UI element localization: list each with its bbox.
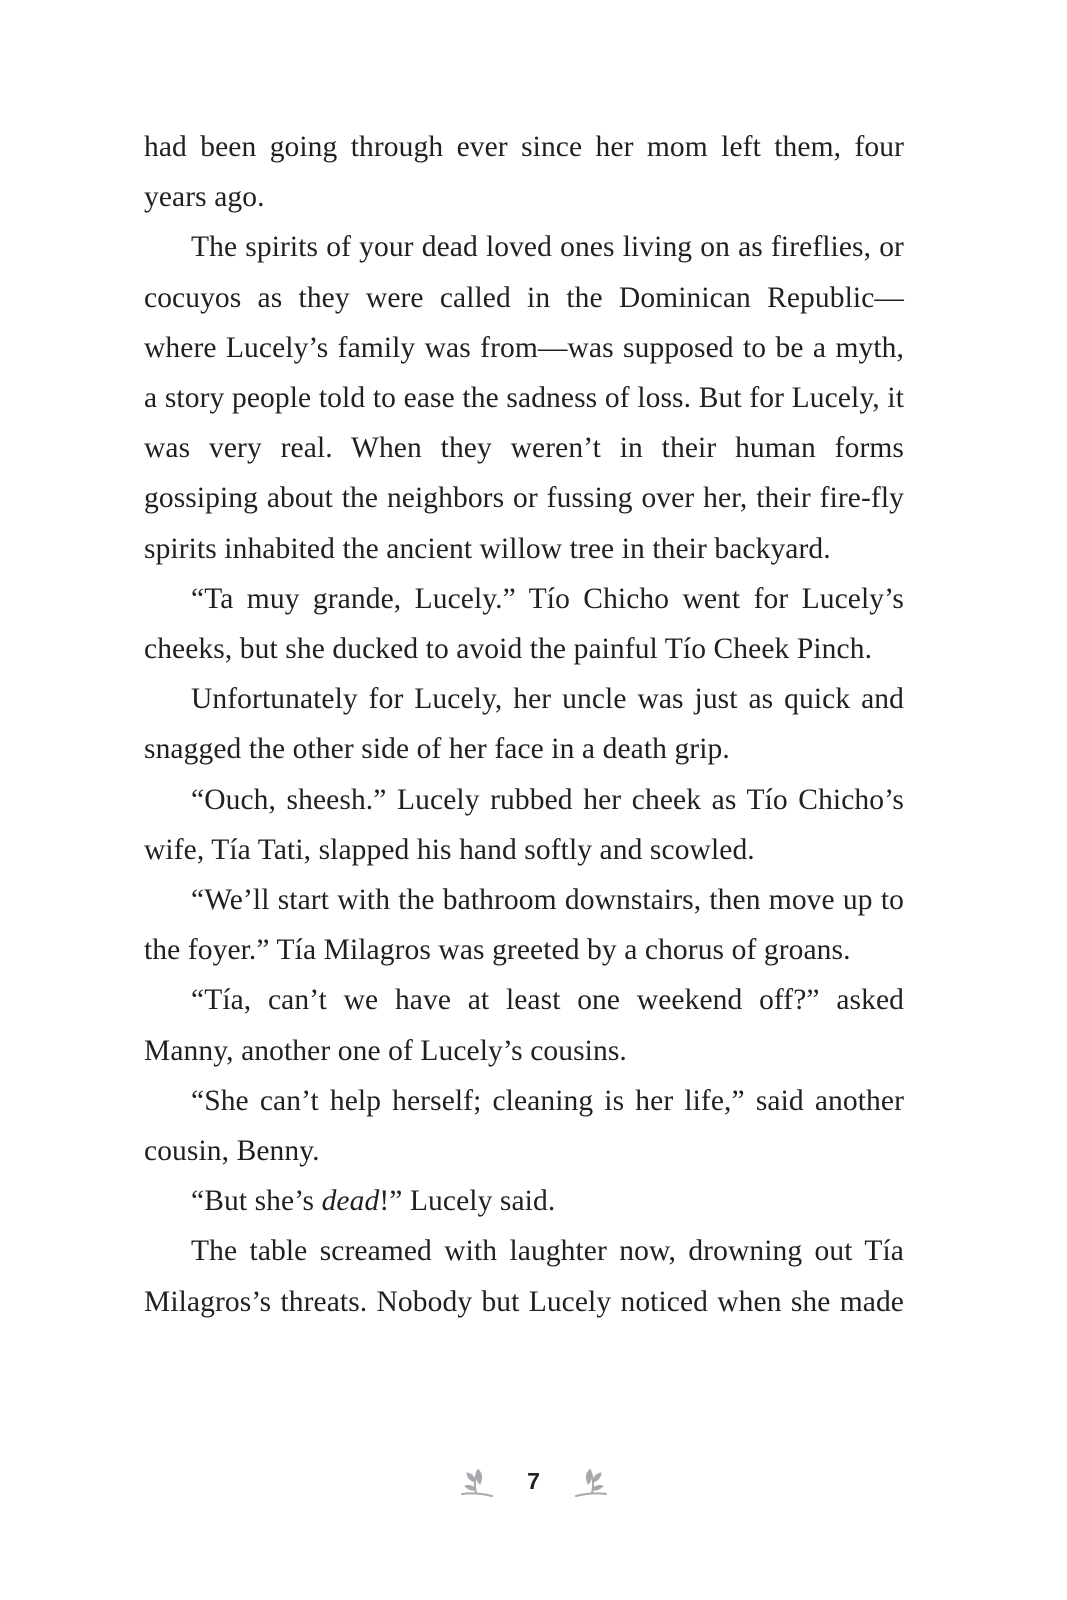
paragraph — [144, 1176, 904, 1226]
emphasized-word: dead — [321, 1185, 380, 1218]
paragraph: “We’ll start with the bathroom downstairs, then move up to the foyer.” Tía Milagros was greeted by a chorus of groans. — [144, 884, 904, 967]
leaf-sprig-icon — [456, 1460, 498, 1502]
paragraph: Unfortunately for Lucely, her uncle was just as quick and snagged the other side of her face in a death grip. — [144, 683, 904, 766]
paragraph: had been going through ever since her mom left them, four years ago. — [144, 131, 904, 214]
paragraph-text-after: !” Lucely said. — [379, 1185, 556, 1218]
page-footer — [0, 1456, 1067, 1506]
leaf-sprig-icon — [570, 1460, 612, 1502]
paragraph: The spirits of your dead loved ones living on as fireflies, or cocuyos as they were called in the Dominican Republic— where Lucely’s family was from—was supposed to be a myth, a story people told to ease the sadness of loss. But for Lucely, it was very real. When they weren’t in their human forms gossiping about the neighbors or fussing over her, their fire-fly spirits inhabited the ancient willow tree in their backyard. — [144, 231, 904, 565]
paragraph: The table screamed with laughter now, drowning out Tía Milagros’s threats. Nobody but Lucely noticed when she made — [144, 1235, 904, 1318]
paragraph: “She can’t help herself; cleaning is her life,” said another cousin, Benny. — [144, 1084, 904, 1168]
body-text — [144, 122, 904, 1327]
paragraph: “Tía, can’t we have at least one weekend off?” asked Manny, another one of Lucely’s cousins. — [144, 984, 904, 1067]
paragraph: “Ouch, sheesh.” Lucely rubbed her cheek as Tío Chicho’s wife, Tía Tati, slapped his hand softly and scowled. — [144, 783, 904, 866]
page-number: 7 — [527, 1467, 540, 1494]
paragraph-text-before: “But she’s — [191, 1185, 322, 1218]
paragraph: “Ta muy grande, Lucely.” Tío Chicho went for Lucely’s cheeks, but she ducked to avoid the painful Tío Cheek Pinch. — [144, 582, 904, 666]
